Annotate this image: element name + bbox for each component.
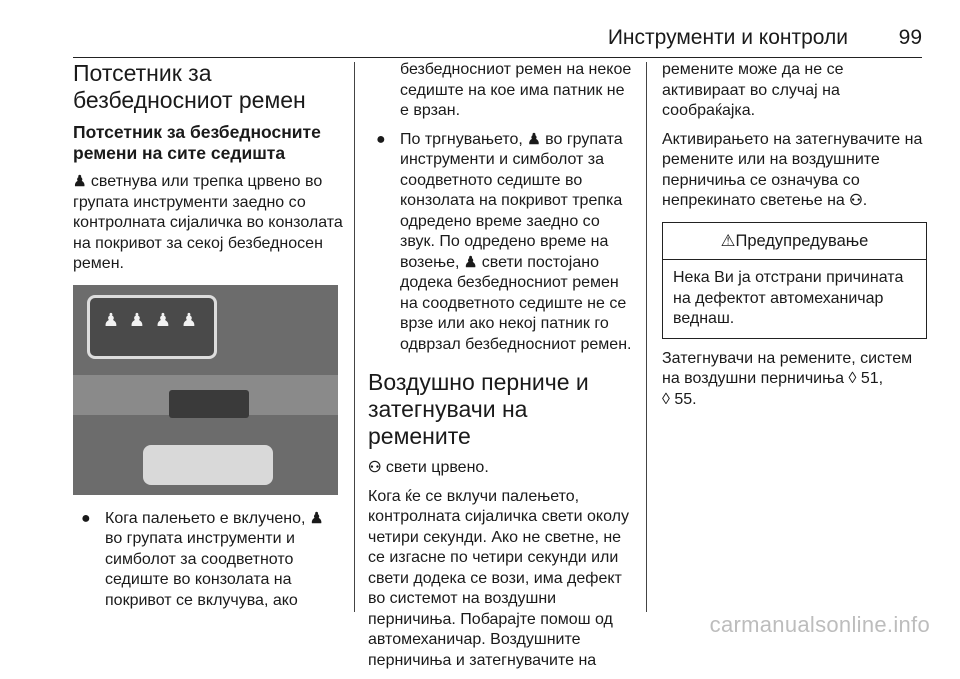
roof-console-photo xyxy=(73,285,338,495)
column-1 xyxy=(73,60,343,621)
bullet-icon: ● xyxy=(81,509,91,527)
section-heading: Потсетник за безбедносниот ремен xyxy=(73,60,306,113)
reference-arrow-icon: ◊ xyxy=(662,390,670,408)
airbag-icon: ⚇ xyxy=(368,459,382,476)
column-3 xyxy=(662,60,927,418)
warning-body: Нека Ви ја отстрани причината на дефектот автомеханичар веднаш. xyxy=(673,269,904,327)
paragraph: Затегнувачи на ремените, систем на воздушни перничиња ◊ 51, ◊ 55. xyxy=(662,349,913,408)
seatbelt-icon: ♟ xyxy=(73,173,87,190)
reference-arrow-icon: ◊ xyxy=(848,370,857,387)
watermark: carmanualsonline.info xyxy=(709,612,930,637)
page-number: 99 xyxy=(898,26,922,49)
rear-view-mirror xyxy=(143,445,273,485)
seatbelt-icon: ♟ xyxy=(463,253,478,271)
column-2 xyxy=(368,60,636,679)
warning-icon: ⚠ xyxy=(720,231,736,250)
airbag-icon: ⚇ xyxy=(849,192,863,209)
paragraph: ♟ светнува или трепка црвено во групата инструменти заедно со контролната сијаличка во конзолата на покривот за секој безбедносен ремен. xyxy=(73,173,343,272)
seatbelt-icon: ♟ xyxy=(128,309,146,330)
roof-console xyxy=(169,390,249,418)
seatbelt-icon: ♟ xyxy=(154,309,172,330)
list-item-continued: безбедносниот ремен на некое седиште на кое има патник не е врзан. xyxy=(400,61,632,119)
column-divider-1 xyxy=(354,62,355,612)
paragraph: Кога ќе се вклучи палењето, контролната сијаличка свети околу четири секунди. Ако не светне, не се изгасне по четири секунди или свети додека се вози, има дефект во системот на воздушни перничиња. Побарајте помош од автомеханичар. Воздушните перничиња и затегнувачите на xyxy=(368,487,629,669)
paragraph: ⚇ свети црвено. xyxy=(368,458,636,479)
page-reference-link[interactable]: 55. xyxy=(674,390,697,408)
seatbelt-icon: ♟ xyxy=(527,130,541,148)
paragraph: Активирањето на затегнувачите на ремените или на воздушните перничиња се означува со непрекинато светење на ⚇. xyxy=(662,130,927,212)
section-heading: Воздушно перниче и затегнувачи на ремените xyxy=(368,369,589,449)
column-divider-2 xyxy=(646,62,647,612)
list-item: ● Кога палењето е вклучено, ♟ во групата инструменти и симболот за соодветното седиште во конзолата на покривот се вклучува, ако xyxy=(81,509,324,609)
seatbelt-icon: ♟ xyxy=(180,309,198,330)
header-rule xyxy=(73,57,922,58)
bullet-icon: ● xyxy=(376,130,386,148)
seatbelt-icon: ♟ xyxy=(309,509,324,527)
warning-box xyxy=(662,222,927,339)
paragraph: ремените може да не се активираат во случај на сообраќајка. xyxy=(662,61,844,119)
page-reference-link[interactable]: 51, xyxy=(860,370,884,387)
page-header-title: Инструменти и контроли xyxy=(607,26,848,49)
seatbelt-indicator-panel xyxy=(87,295,217,359)
seatbelt-icon: ♟ xyxy=(102,309,120,330)
list-item: ● По тргнувањето, ♟ во групата инструменти и симболот за соодветното седиште во конзолата на покривот трепка одредено време заедно со звук. По одредено време на возење, ♟ свети постојано додека безбедносниот ремен на соодветното седиште не се врзе или ако некој патник го одврзал безбедносниот ремен. xyxy=(376,130,632,353)
warning-title: ⚠Предупредување xyxy=(663,223,926,261)
subsection-heading: Потсетник за безбедносните ремени на сите седишта xyxy=(73,122,321,163)
